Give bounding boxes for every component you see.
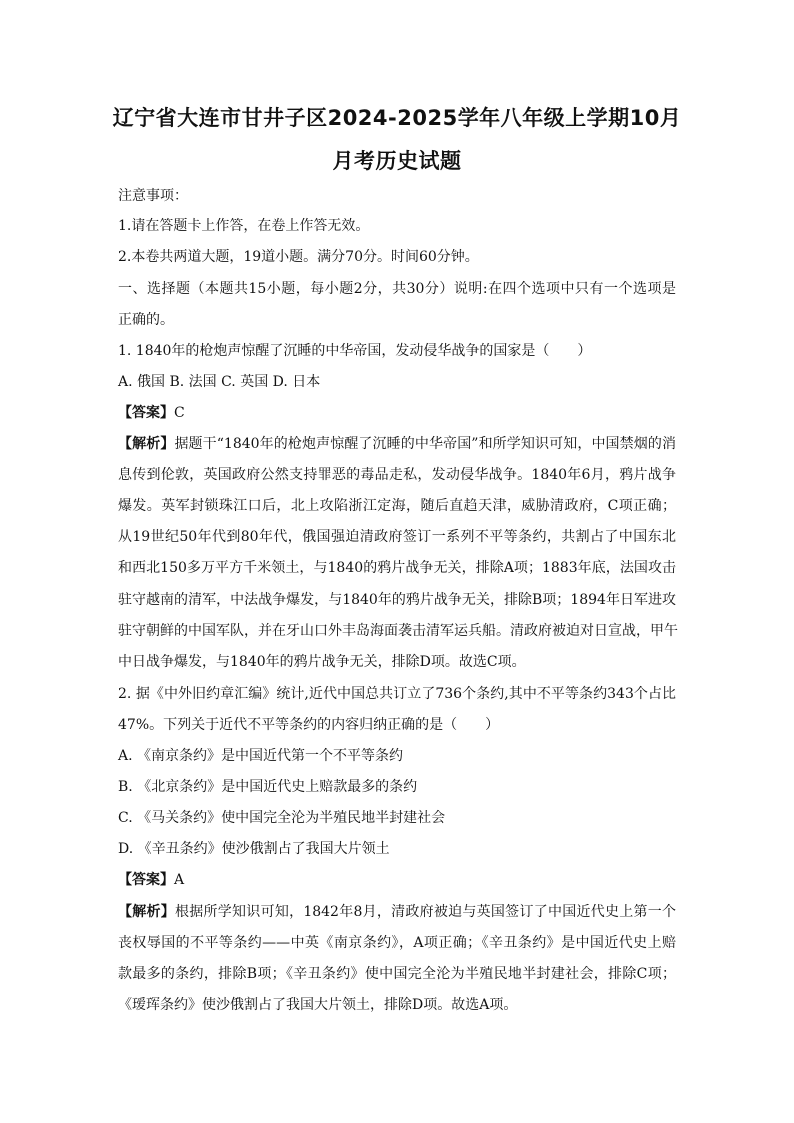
q1-stem: 1. 1840年的枪炮声惊醒了沉睡的中华帝国，发动侵华战争的国家是（ ）	[118, 343, 592, 359]
q1-analysis-line4: 从19世纪50年代到80年代，俄国强迫清政府签订一系列不平等条约，共割占了中国东北	[118, 529, 676, 545]
notice-item-2: 2.本卷共两道大题，19道小题。满分70分。时间60分钟。	[118, 249, 479, 265]
q1-analysis-line7: 驻守朝鲜的中国军队，并在牙山口外丰岛海面袭击清军运兵船。清政府被迫对日宣战，甲午	[118, 623, 678, 639]
q2-answer-label: 【答案】	[118, 872, 174, 888]
q1-analysis-label: 【解析】	[118, 436, 175, 452]
q2-option-c: C. 《马关条约》使中国完全沦为半殖民地半封建社会	[118, 810, 446, 826]
q2-answer	[118, 870, 184, 890]
q2-stem-line1: 2. 据《中外旧约章汇编》统计,近代中国总共订立了736个条约,其中不平等条约343个占比	[118, 686, 676, 702]
q1-answer	[118, 403, 185, 423]
q2-analysis-line4: 《瑷珲条约》使沙俄割占了我国大片领土，排除D项。故选A项。	[118, 997, 518, 1013]
document-title-line2: 月考历史试题	[332, 149, 462, 173]
q1-analysis-line5: 和西北150多万平方千米领土，与1840的鸦片战争无关，排除A项；1883年底，法国攻击	[118, 560, 676, 576]
q2-stem-line2: 47%。下列关于近代不平等条约的内容归纳正确的是（ ）	[118, 717, 500, 733]
q1-analysis-line8: 中日战争爆发，与1840年的鸦片战争无关，排除D项。故选C项。	[118, 654, 526, 670]
q2-analysis-line1	[118, 902, 676, 922]
q2-analysis-label: 【解析】	[118, 904, 176, 920]
q2-option-a: A. 《南京条约》是中国近代第一个不平等条约	[118, 748, 404, 764]
q1-analysis-line3: 爆发。英军封锁珠江口后，北上攻陷浙江定海，随后直趋天津，威胁清政府，C项正确；	[118, 498, 676, 514]
q1-analysis-line1	[118, 434, 676, 454]
q2-analysis-line3: 款最多的条约，排除B项；《辛丑条约》使中国完全沦为半殖民地半封建社会，排除C项；	[118, 966, 676, 982]
q2-option-d: D. 《辛丑条约》使沙俄割占了我国大片领土	[118, 841, 390, 857]
document-title-line1: 辽宁省大连市甘井子区2024-2025学年八年级上学期10月	[112, 106, 682, 130]
notice-heading: 注意事项：	[118, 188, 188, 204]
q2-answer-value: A	[174, 872, 185, 888]
section1-heading: 一、选择题（本题共15小题，每小题2分，共30分）说明:在四个选项中只有一个选项是	[118, 281, 676, 297]
section1-heading-cont: 正确的。	[118, 312, 174, 328]
q1-answer-label: 【答案】	[118, 405, 174, 421]
q1-options: A. 俄国 B. 法国 C. 英国 D. 日本	[118, 374, 321, 390]
q1-analysis-line2: 息传到伦敦，英国政府公然支持罪恶的毒品走私，发动侵华战争。1840年6月，鸦片战争	[118, 467, 676, 483]
notice-item-1: 1.请在答题卡上作答，在卷上作答无效。	[118, 218, 370, 234]
q1-answer-value: C	[174, 405, 185, 421]
q2-analysis-text-1: 根据所学知识可知，1842年8月，清政府被迫与英国签订了中国近代史上第一个	[175, 904, 676, 920]
q2-option-b: B. 《北京条约》是中国近代史上赔款最多的条约	[118, 779, 418, 795]
q1-analysis-text-1: 据题干“1840年的枪炮声惊醒了沉睡的中华帝国”和所学知识可知，中国禁烟的消	[174, 436, 676, 452]
q2-analysis-line2: 丧权辱国的不平等条约——中英《南京条约》，A项正确；《辛丑条约》是中国近代史上赔	[118, 935, 676, 951]
q1-analysis-line6: 驻守越南的清军，中法战争爆发，与1840年的鸦片战争无关，排除B项；1894年日军进攻	[118, 592, 676, 608]
